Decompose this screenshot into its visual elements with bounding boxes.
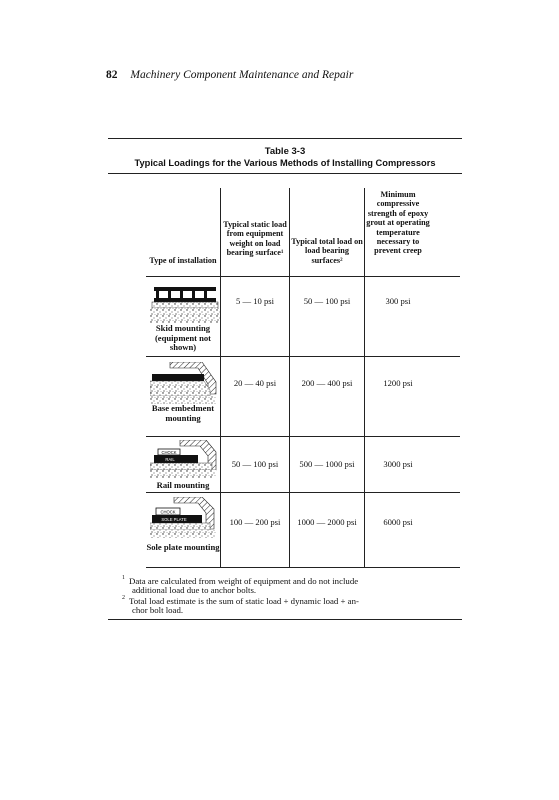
- row-divider: [146, 492, 460, 493]
- column-divider: [220, 188, 221, 568]
- top-rule: [108, 138, 462, 139]
- table-bottom-rule: [146, 567, 460, 568]
- base-embedment-figure: [150, 362, 220, 406]
- footnote-text: chor bolt load.: [132, 605, 184, 616]
- cell-strength-sole-plate: 6000 psi: [383, 517, 413, 527]
- cell-total-sole-plate: 1000 — 2000 psi: [297, 517, 357, 527]
- page-header: [106, 69, 353, 81]
- column-header-static-load: Typical static load from equipment weight on load bearing surface¹: [223, 220, 287, 258]
- cell-strength-skid: 300 psi: [385, 296, 411, 306]
- row-divider: [146, 356, 460, 357]
- chock-label: CHOCK: [160, 509, 176, 515]
- sole-plate-label: SOLE PLATE: [161, 517, 187, 522]
- row-label-rail: Rail mounting: [156, 480, 210, 490]
- row-label-base: Base embedment mounting: [151, 403, 215, 423]
- footnote-text: Data are calculated from weight of equipment and do not include: [129, 575, 359, 586]
- running-title: Machinery Component Maintenance and Repair: [130, 69, 354, 81]
- cell-total-skid: 50 — 100 psi: [303, 296, 351, 306]
- chock-label: CHOCK: [161, 450, 177, 455]
- table-number: Table 3-3: [264, 146, 306, 157]
- row-label-skid: Skid mounting (equipment not shown): [154, 323, 212, 353]
- footnote-mark: 2: [122, 595, 125, 601]
- cell-strength-base: 1200 psi: [383, 378, 413, 388]
- footnote-text: Total load estimate is the sum of static load + dynamic load + an-: [129, 595, 359, 606]
- cell-strength-rail: 3000 psi: [383, 459, 413, 469]
- cell-static-rail: 50 — 100 psi: [231, 459, 279, 469]
- row-divider: [146, 436, 460, 437]
- footnote-2: [122, 595, 462, 616]
- cell-static-base: 20 — 40 psi: [233, 378, 277, 388]
- rail-label: RAIL: [165, 457, 175, 462]
- footnote-text: additional load due to anchor bolts.: [132, 585, 257, 596]
- row-label-sole-plate: Sole plate mounting: [146, 542, 220, 552]
- column-divider: [364, 188, 365, 568]
- bottom-rule: [108, 619, 462, 620]
- header-rule: [146, 276, 460, 277]
- column-header-type: Type of installation: [149, 256, 217, 265]
- footnote-1: [122, 575, 462, 596]
- rail-mounting-figure: [150, 440, 220, 480]
- cell-total-rail: 500 — 1000 psi: [299, 459, 355, 469]
- title-rule: [108, 173, 462, 174]
- cell-static-sole-plate: 100 — 200 psi: [229, 517, 281, 527]
- cell-static-skid: 5 — 10 psi: [236, 296, 274, 306]
- page-number: 82: [106, 69, 118, 81]
- table-title: Typical Loadings for the Various Methods of Installing Compressors: [134, 158, 436, 168]
- sole-plate-figure: [150, 497, 220, 539]
- footnote-mark: 1: [122, 575, 125, 581]
- cell-total-base: 200 — 400 psi: [301, 378, 353, 388]
- column-header-min-strength: Minimum compressive strength of epoxy grout at operating temperature necessary to prevent creep: [366, 190, 430, 256]
- skid-mounting-figure: [150, 285, 220, 327]
- column-header-total-load: Typical total load on load bearing surfaces²: [291, 237, 363, 265]
